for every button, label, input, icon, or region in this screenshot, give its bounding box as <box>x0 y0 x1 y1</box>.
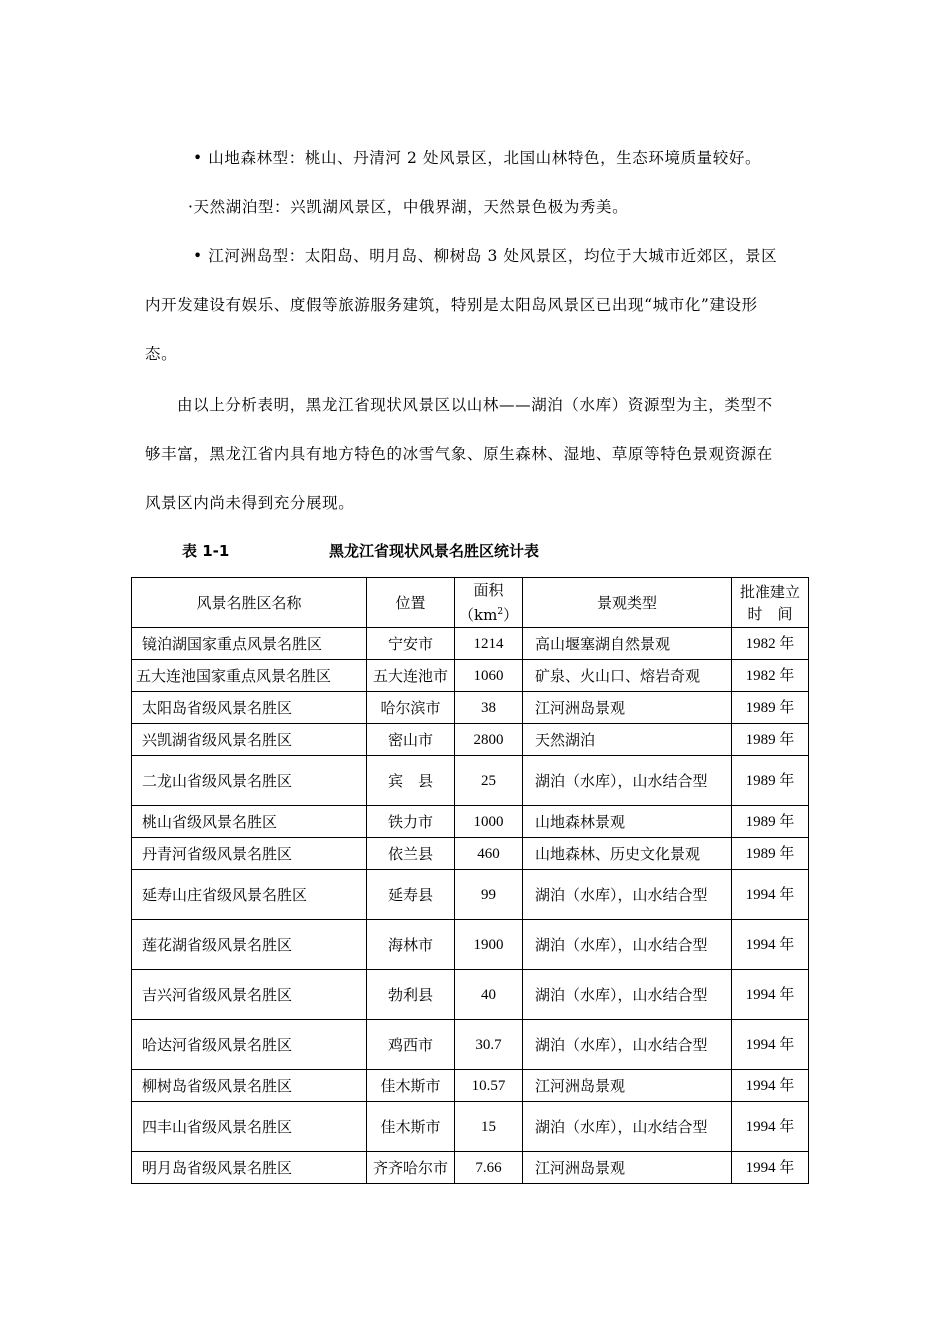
paragraph-line: 风景区内尚未得到充分展现。 <box>145 494 355 512</box>
cell-year: 1994 年 <box>732 1102 809 1152</box>
cell-type: 江河洲岛景观 <box>523 1152 732 1184</box>
cell-type: 湖泊（水库），山水结合型 <box>523 756 732 806</box>
cell-year: 1982 年 <box>732 660 809 692</box>
cell-type: 天然湖泊 <box>523 724 732 756</box>
cell-type: 山地森林景观 <box>523 806 732 838</box>
table-row <box>132 724 809 756</box>
cell-year: 1982 年 <box>732 628 809 660</box>
cell-name: 延寿山庄省级风景名胜区 <box>132 870 367 920</box>
cell-name: 莲花湖省级风景名胜区 <box>132 920 367 970</box>
cell-name: 镜泊湖国家重点风景名胜区 <box>132 628 367 660</box>
header-name: 风景名胜区名称 <box>132 578 367 628</box>
cell-type: 湖泊（水库），山水结合型 <box>523 1020 732 1070</box>
cell-area: 15 <box>455 1102 523 1152</box>
cell-name: 柳树岛省级风景名胜区 <box>132 1070 367 1102</box>
header-area-label: 面积 <box>473 581 504 599</box>
cell-area: 1000 <box>455 806 523 838</box>
cell-area: 1214 <box>455 628 523 660</box>
unit-close: ） <box>503 606 519 624</box>
cell-name: 桃山省级风景名胜区 <box>132 806 367 838</box>
cell-year: 1994 年 <box>732 1070 809 1102</box>
cell-location: 海林市 <box>367 920 455 970</box>
cell-year: 1994 年 <box>732 970 809 1020</box>
table-row <box>132 628 809 660</box>
paragraph-line: • 江河洲岛型：太阳岛、明月岛、柳树岛 3 处风景区，均位于大城市近郊区，景区 <box>193 247 778 265</box>
cell-area: 25 <box>455 756 523 806</box>
header-year-label-2: 时 间 <box>747 604 793 623</box>
table-row <box>132 870 809 920</box>
cell-area: 40 <box>455 970 523 1020</box>
cell-name: 二龙山省级风景名胜区 <box>132 756 367 806</box>
cell-location: 佳木斯市 <box>367 1070 455 1102</box>
cell-location: 哈尔滨市 <box>367 692 455 724</box>
cell-name: 太阳岛省级风景名胜区 <box>132 692 367 724</box>
cell-area: 1060 <box>455 660 523 692</box>
table-row <box>132 1020 809 1070</box>
cell-location: 佳木斯市 <box>367 1102 455 1152</box>
paragraph-line: 由以上分析表明，黑龙江省现状风景区以山林——湖泊（水库）资源型为主，类型不 <box>177 396 773 414</box>
cell-type: 江河洲岛景观 <box>523 692 732 724</box>
cell-name: 吉兴河省级风景名胜区 <box>132 970 367 1020</box>
table-row <box>132 970 809 1020</box>
table-row <box>132 806 809 838</box>
cell-area: 7.66 <box>455 1152 523 1184</box>
cell-year: 1989 年 <box>732 724 809 756</box>
table-title: 黑龙江省现状风景名胜区统计表 <box>329 542 540 560</box>
cell-location: 鸡西市 <box>367 1020 455 1070</box>
unit-sup: 2 <box>497 607 504 617</box>
cell-name: 明月岛省级风景名胜区 <box>132 1152 367 1184</box>
cell-name: 兴凯湖省级风景名胜区 <box>132 724 367 756</box>
cell-type: 高山堰塞湖自然景观 <box>523 628 732 660</box>
paragraph-line: 内开发建设有娱乐、度假等旅游服务建筑，特别是太阳岛风景区已出现“城市化”建设形 <box>145 296 758 314</box>
cell-year: 1994 年 <box>732 1020 809 1070</box>
cell-type: 湖泊（水库），山水结合型 <box>523 870 732 920</box>
cell-type: 湖泊（水库），山水结合型 <box>523 1102 732 1152</box>
cell-type: 江河洲岛景观 <box>523 1070 732 1102</box>
cell-year: 1994 年 <box>732 870 809 920</box>
paragraph-natural-lake <box>188 183 808 232</box>
paragraph-line: 态。 <box>145 345 178 363</box>
cell-year: 1994 年 <box>732 920 809 970</box>
scenic-areas-table <box>131 577 809 1184</box>
cell-location: 五大连池市 <box>367 660 455 692</box>
table-row <box>132 756 809 806</box>
cell-location: 延寿县 <box>367 870 455 920</box>
paragraph-river-island <box>145 232 807 379</box>
unit-open: （km <box>459 606 498 624</box>
cell-location: 宁安市 <box>367 628 455 660</box>
paragraph-line: ·天然湖泊型：兴凯湖风景区，中俄界湖，天然景色极为秀美。 <box>188 198 629 216</box>
cell-area: 30.7 <box>455 1020 523 1070</box>
cell-area: 1900 <box>455 920 523 970</box>
paragraph-line: 够丰富，黑龙江省内具有地方特色的冰雪气象、原生森林、湿地、草原等特色景观资源在 <box>145 445 773 463</box>
table-row <box>132 1070 809 1102</box>
cell-location: 密山市 <box>367 724 455 756</box>
cell-name: 五大连池国家重点风景名胜区 <box>132 660 367 692</box>
cell-area: 460 <box>455 838 523 870</box>
cell-name: 丹青河省级风景名胜区 <box>132 838 367 870</box>
cell-location: 宾 县 <box>367 756 455 806</box>
cell-type: 湖泊（水库），山水结合型 <box>523 970 732 1020</box>
cell-location: 铁力市 <box>367 806 455 838</box>
table-row <box>132 692 809 724</box>
header-location: 位置 <box>367 578 455 628</box>
header-area-unit <box>459 606 518 624</box>
cell-area: 99 <box>455 870 523 920</box>
cell-year: 1989 年 <box>732 838 809 870</box>
cell-area: 38 <box>455 692 523 724</box>
table-label: 表 1-1 <box>182 542 230 560</box>
header-year <box>732 578 809 628</box>
table-row <box>132 660 809 692</box>
cell-type: 矿泉、火山口、熔岩奇观 <box>523 660 732 692</box>
cell-location: 齐齐哈尔市 <box>367 1152 455 1184</box>
paragraph-line: • 山地森林型：桃山、丹清河 2 处风景区，北国山林特色，生态环境质量较好。 <box>193 149 762 167</box>
cell-type: 山地森林、历史文化景观 <box>523 838 732 870</box>
cell-year: 1994 年 <box>732 1152 809 1184</box>
cell-area: 2800 <box>455 724 523 756</box>
cell-year: 1989 年 <box>732 756 809 806</box>
table-row <box>132 1152 809 1184</box>
cell-year: 1989 年 <box>732 692 809 724</box>
cell-name: 四丰山省级风景名胜区 <box>132 1102 367 1152</box>
cell-type: 湖泊（水库），山水结合型 <box>523 920 732 970</box>
table-row <box>132 1102 809 1152</box>
paragraph-analysis <box>145 381 807 528</box>
cell-name: 哈达河省级风景名胜区 <box>132 1020 367 1070</box>
cell-year: 1989 年 <box>732 806 809 838</box>
header-year-label: 批准建立 <box>739 582 800 601</box>
header-type: 景观类型 <box>523 578 732 628</box>
table-row <box>132 920 809 970</box>
cell-location: 勃利县 <box>367 970 455 1020</box>
header-area <box>455 578 523 628</box>
cell-location: 依兰县 <box>367 838 455 870</box>
cell-area: 10.57 <box>455 1070 523 1102</box>
table-header-row <box>132 578 809 628</box>
table-row <box>132 838 809 870</box>
paragraph-mountain-forest <box>193 134 813 183</box>
